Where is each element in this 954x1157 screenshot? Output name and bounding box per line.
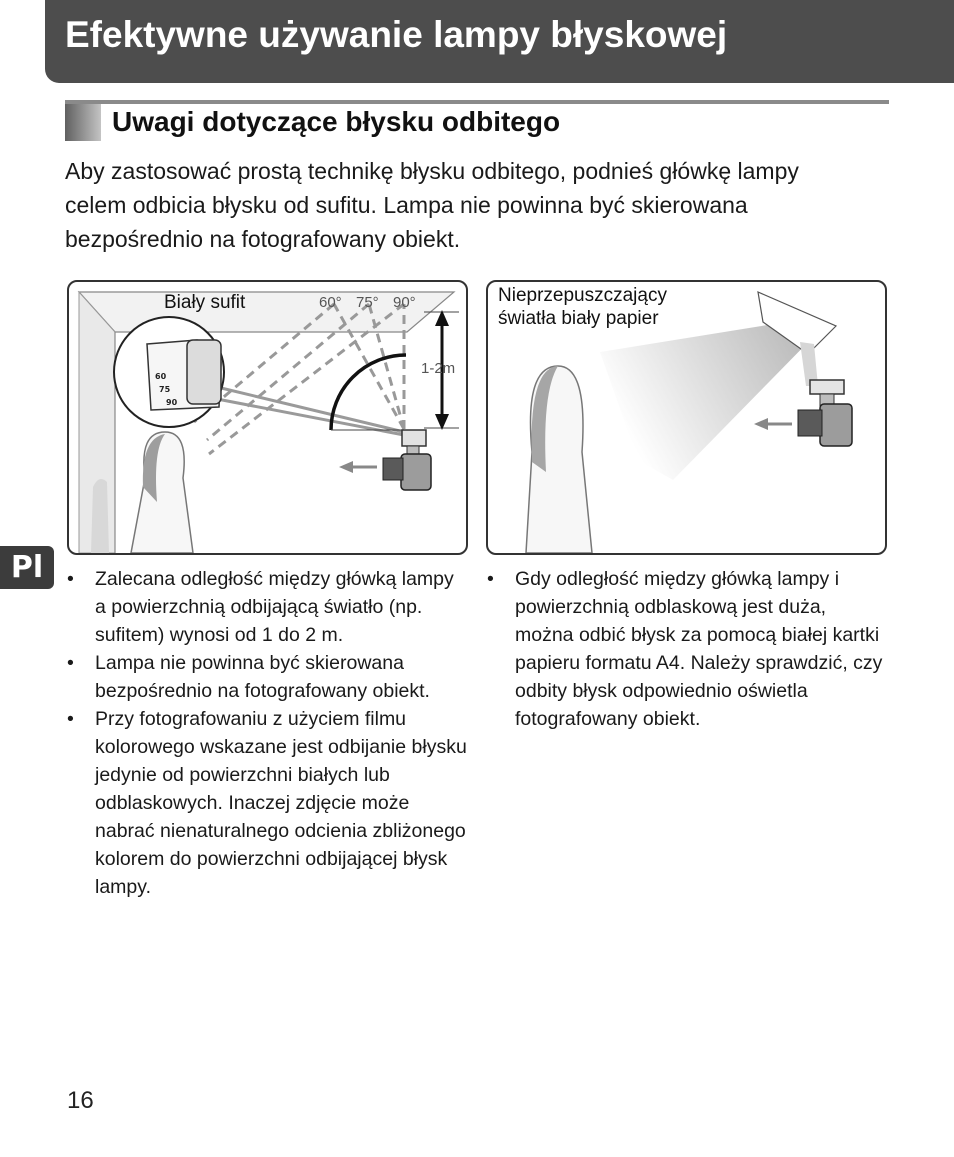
list-item-text: Gdy odległość między główką lampy i powierzchnią odblaskową jest duża, można odbić błysk za pomocą białej kartki papieru formatu A4. Należy sprawdzić, czy odbity błysk odpowiednio oświetla fotografowany obiekt.: [515, 568, 883, 730]
flash-unit: [810, 380, 844, 394]
list-item-text: Zalecana odległość między główką lampy a powierzchnią odbijającą światło (np. sufitem) wynosi od 1 do 2 m.: [95, 568, 454, 646]
ceiling-label: Biały sufit: [164, 292, 246, 313]
figure-ceiling-bounce: [67, 280, 468, 555]
page-title: Efektywne używanie lampy błyskowej: [65, 14, 728, 55]
list-item: [487, 565, 887, 733]
bullet-icon: •: [67, 708, 74, 730]
direction-arrowhead: [339, 461, 353, 473]
camera-body: [820, 404, 852, 446]
list-item: [67, 705, 467, 901]
page-number: 16: [67, 1087, 94, 1114]
language-tab: Pl: [0, 546, 54, 589]
paper-label-line2: światła biały papier: [498, 308, 659, 329]
bullet-list-left: [67, 565, 467, 901]
figure-paper-reflector: [486, 280, 887, 555]
direction-arrowhead: [754, 418, 768, 430]
head-angle-mark: 90: [166, 398, 178, 407]
title-bar: [45, 0, 954, 83]
bullet-icon: •: [487, 568, 494, 590]
ceiling-bounce-illustration: [69, 282, 466, 553]
camera-lens: [383, 458, 403, 480]
section-heading: Uwagi dotyczące błysku odbitego: [112, 106, 561, 137]
person-figure: [131, 432, 193, 553]
section-rule: [65, 100, 889, 104]
distance-label: 1-2m: [421, 360, 456, 377]
list-item-text: Przy fotografowaniu z użyciem filmu kolorowego wskazane jest odbijanie błysku jedynie od powierzchni białych lub odblaskowych. Inaczej zdjęcie może nabrać nienaturalnego odcienia zbliżonego kolorem do powierzchni odbijającej błysk lampy.: [95, 708, 467, 898]
head-angle-mark: 75: [159, 385, 171, 394]
background-figure: [91, 479, 109, 553]
camera-lens: [798, 410, 822, 436]
reflected-light-beam: [600, 322, 818, 480]
list-item: [67, 565, 467, 649]
bullet-icon: •: [67, 568, 74, 590]
section-marker: [65, 104, 101, 141]
flash-unit: [402, 430, 426, 446]
intro-paragraph: Aby zastosować prostą technikę błysku odbitego, podnieś główkę lampy celem odbicia błysku od sufitu. Lampa nie powinna być skierowana bezpośrednio na fotografowany obiekt.: [65, 158, 799, 252]
head-angle-mark: 60: [155, 372, 167, 381]
flash-head-side: [187, 340, 221, 404]
list-item: [67, 649, 467, 705]
bullet-icon: •: [67, 652, 74, 674]
angle-label-90: 90°: [393, 294, 416, 311]
angle-label-75: 75°: [356, 294, 379, 311]
angle-label-60: 60°: [319, 294, 342, 311]
bullet-list-right: [487, 565, 887, 733]
paper-label-line1: Nieprzepuszczający: [498, 285, 667, 306]
camera-body: [401, 454, 431, 490]
list-item-text: Lampa nie powinna być skierowana bezpośrednio na fotografowany obiekt.: [95, 652, 430, 702]
